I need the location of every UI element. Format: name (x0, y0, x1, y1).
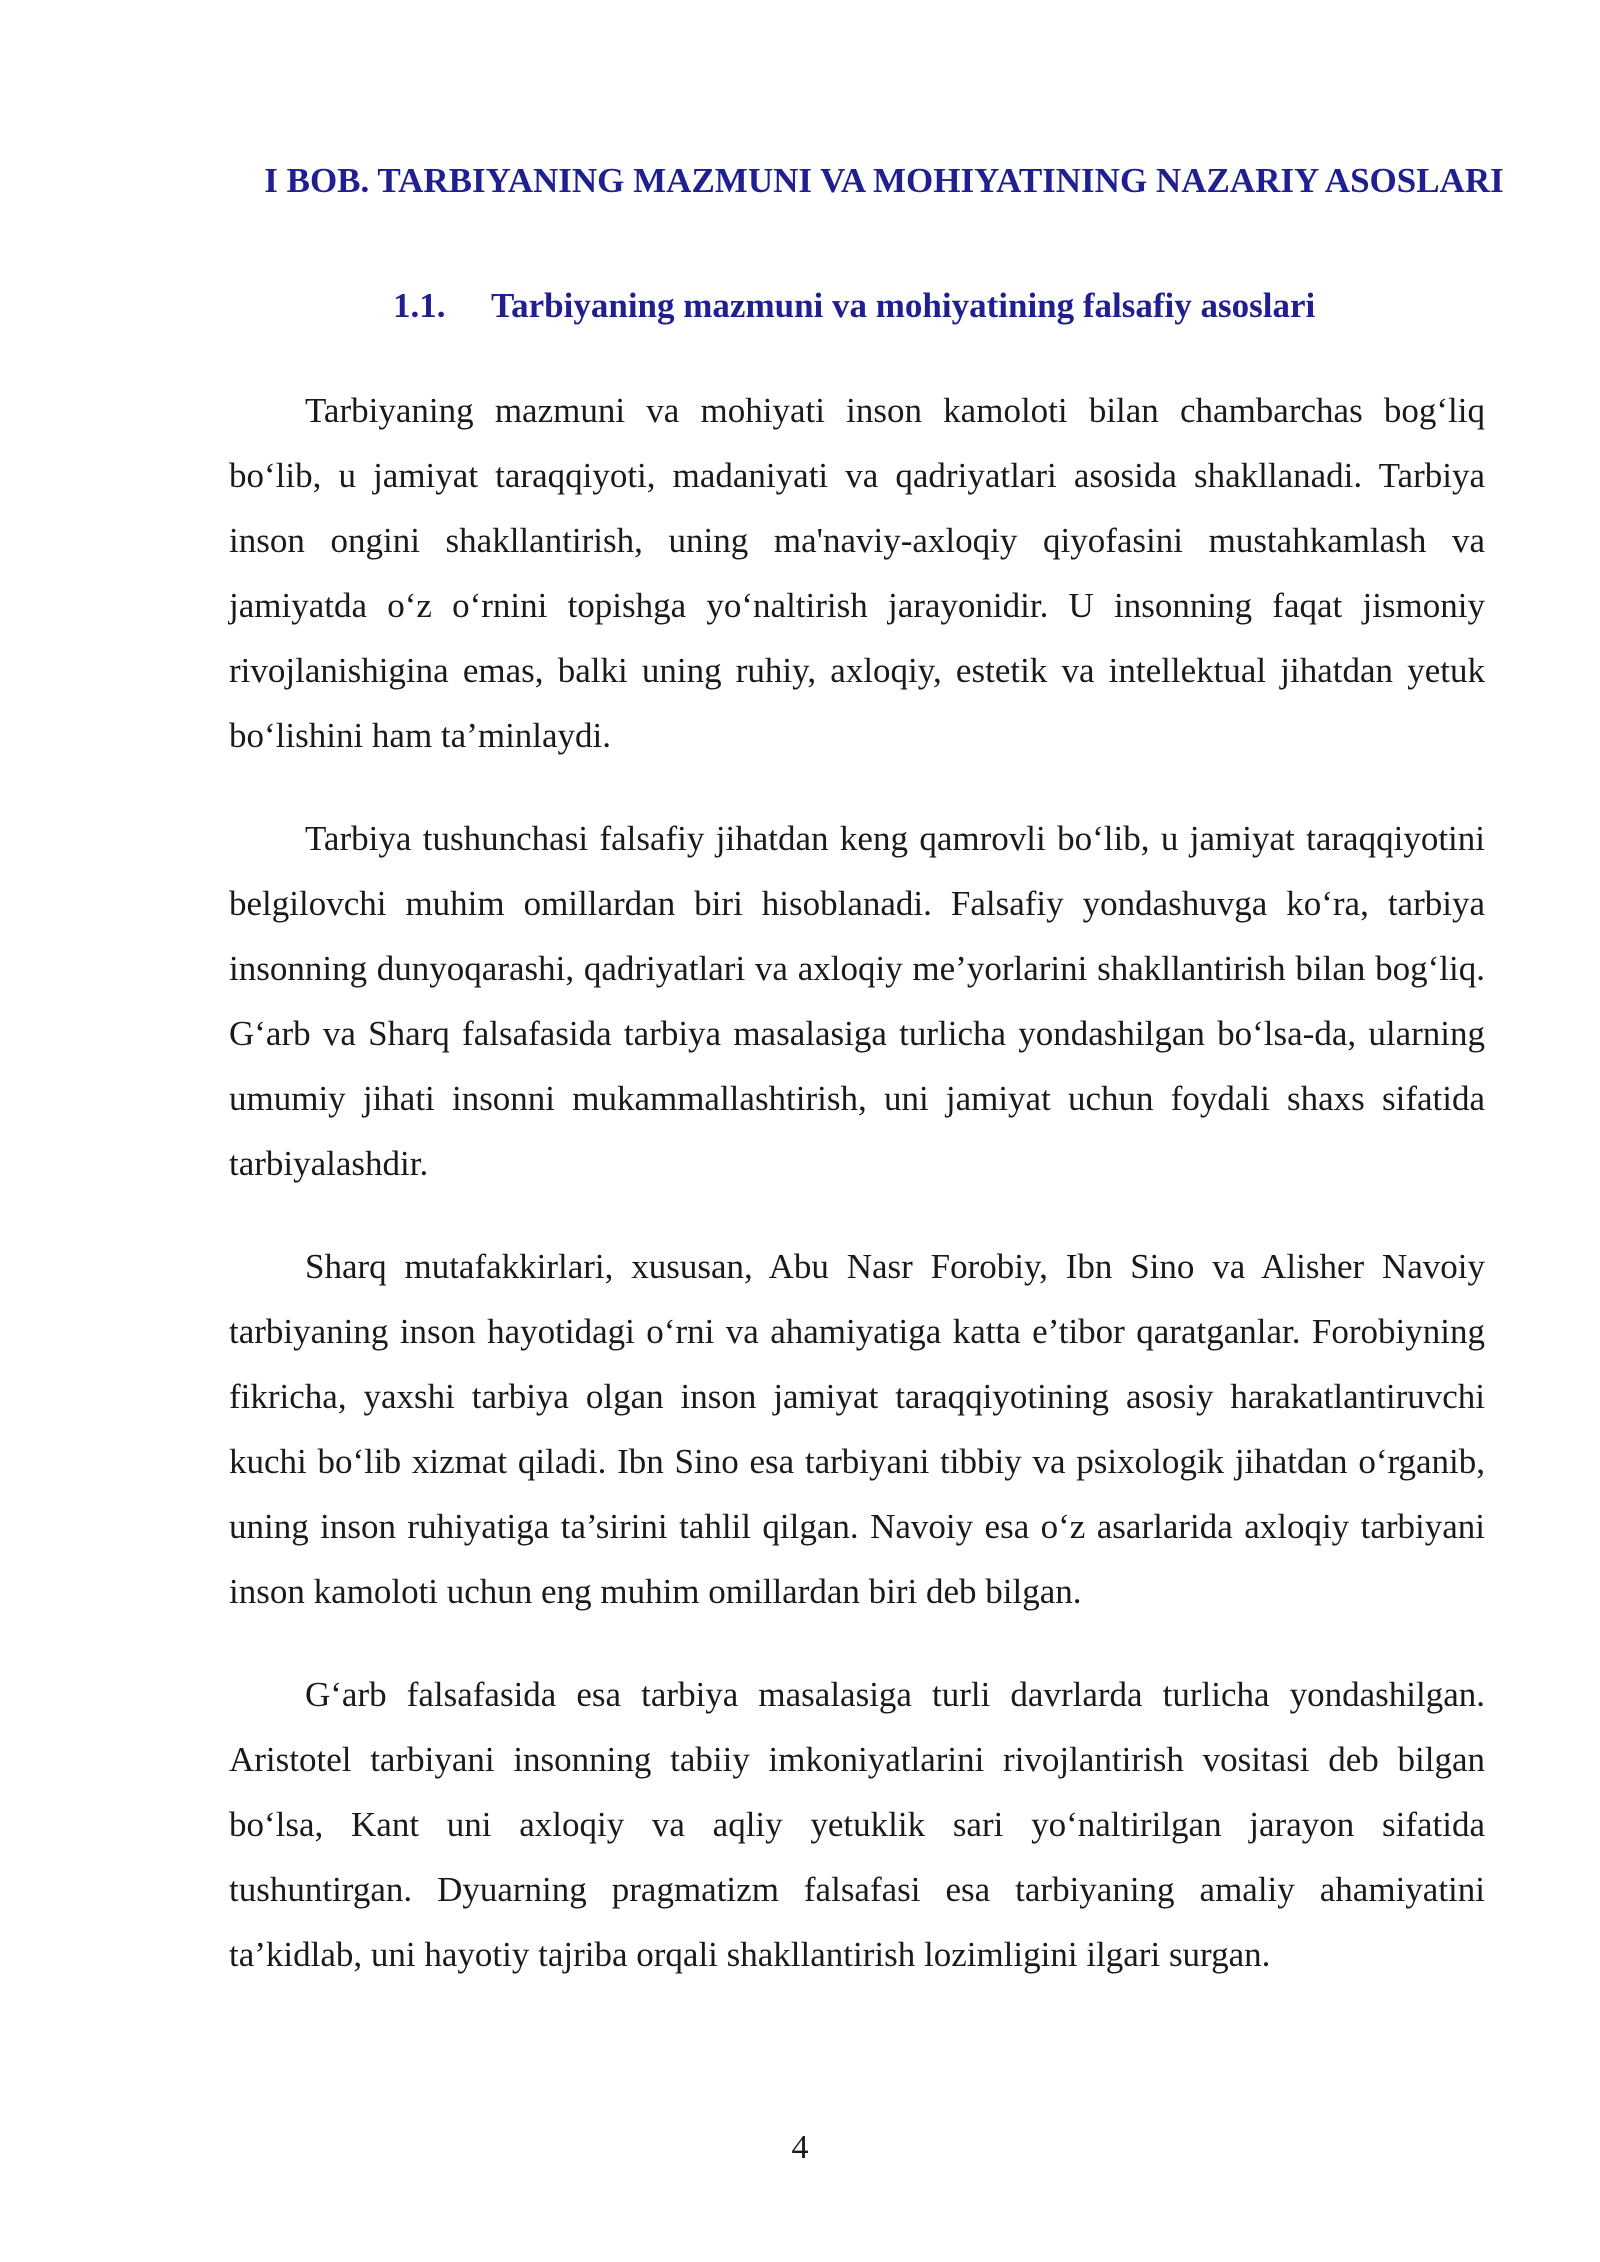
section-number: 1.1. (393, 286, 446, 325)
paragraph: G‘arb falsafasida esa tarbiya masalasiga turli davrlarda turlicha yondashilgan. Aristotel tarbiyani insonning tabiiy imkoniyatlarini rivojlantirish vositasi deb bilgan bo‘lsa, Kant uni axloqiy va aqliy yetuklik sari yo‘naltirilgan jarayon sifatida tushuntirgan. Dyuarning pragmatizm falsafasi esa tarbiyaning amaliy ahamiyatini ta’kidlab, uni hayotiy tajriba orqali shakllantirish lozimligini ilgari surgan. (229, 1675, 1485, 1974)
paragraph: Tarbiya tushunchasi falsafiy jihatdan keng qamrovli bo‘lib, u jamiyat taraqqiyotini belgilovchi muhim omillardan biri hisoblanadi. Falsafiy yondashuvga ko‘ra, tarbiya insonning dunyoqarashi, qadriyatlari va axloqiy me’yorlarini shakllantirish bilan bog‘liq. G‘arb va Sharq falsafasida tarbiya masalasiga turlicha yondashilgan bo‘lsa-da, ularning umumiy jihati insonni mukammallashtirish, uni jamiyat uchun foydali shaxs sifatida tarbiyalashdir. (229, 819, 1485, 1183)
section-heading (393, 278, 1315, 334)
paragraph: Sharq mutafakkirlari, xususan, Abu Nasr Forobiy, Ibn Sino va Alisher Navoiy tarbiyaning inson hayotidagi o‘rni va ahamiyatiga katta e’tibor qaratganlar. Forobiyning fikricha, yaxshi tarbiya olgan inson jamiyat taraqqiyotining asosiy harakatlantiruvchi kuchi bo‘lib xizmat qiladi. Ibn Sino esa tarbiyani tibbiy va psixologik jihatdan o‘rganib, uning inson ruhiyatiga ta’sirini tahlil qilgan. Navoiy esa o‘z asarlarida axloqiy tarbiyani inson kamoloti uchun eng muhim omillardan biri deb bilgan. (229, 1247, 1485, 1611)
page-number: 4 (791, 2129, 809, 2166)
paragraph: Tarbiyaning mazmuni va mohiyati inson kamoloti bilan chambarchas bog‘liq bo‘lib, u jamiyat taraqqiyoti, madaniyati va qadriyatlari asosida shakllanadi. Tarbiya inson ongini shakllantirish, uning ma'naviy-axloqiy qiyofasini mustahkamlash va jamiyatda o‘z o‘rnini topishga yo‘naltirish jarayonidir. U insonning faqat jismoniy rivojlanishigina emas, balki uning ruhiy, axloqiy, estetik va intellektual jihatdan yetuk bo‘lishini ham ta’minlaydi. (229, 391, 1485, 755)
chapter-title: I BOB. TARBIYANING MAZMUNI VA MOHIYATINING NAZARIY ASOSLARI (264, 161, 1504, 200)
body-text (229, 378, 1485, 2025)
section-title: Tarbiyaning mazmuni va mohiyatining falsafiy asoslari (491, 286, 1316, 325)
